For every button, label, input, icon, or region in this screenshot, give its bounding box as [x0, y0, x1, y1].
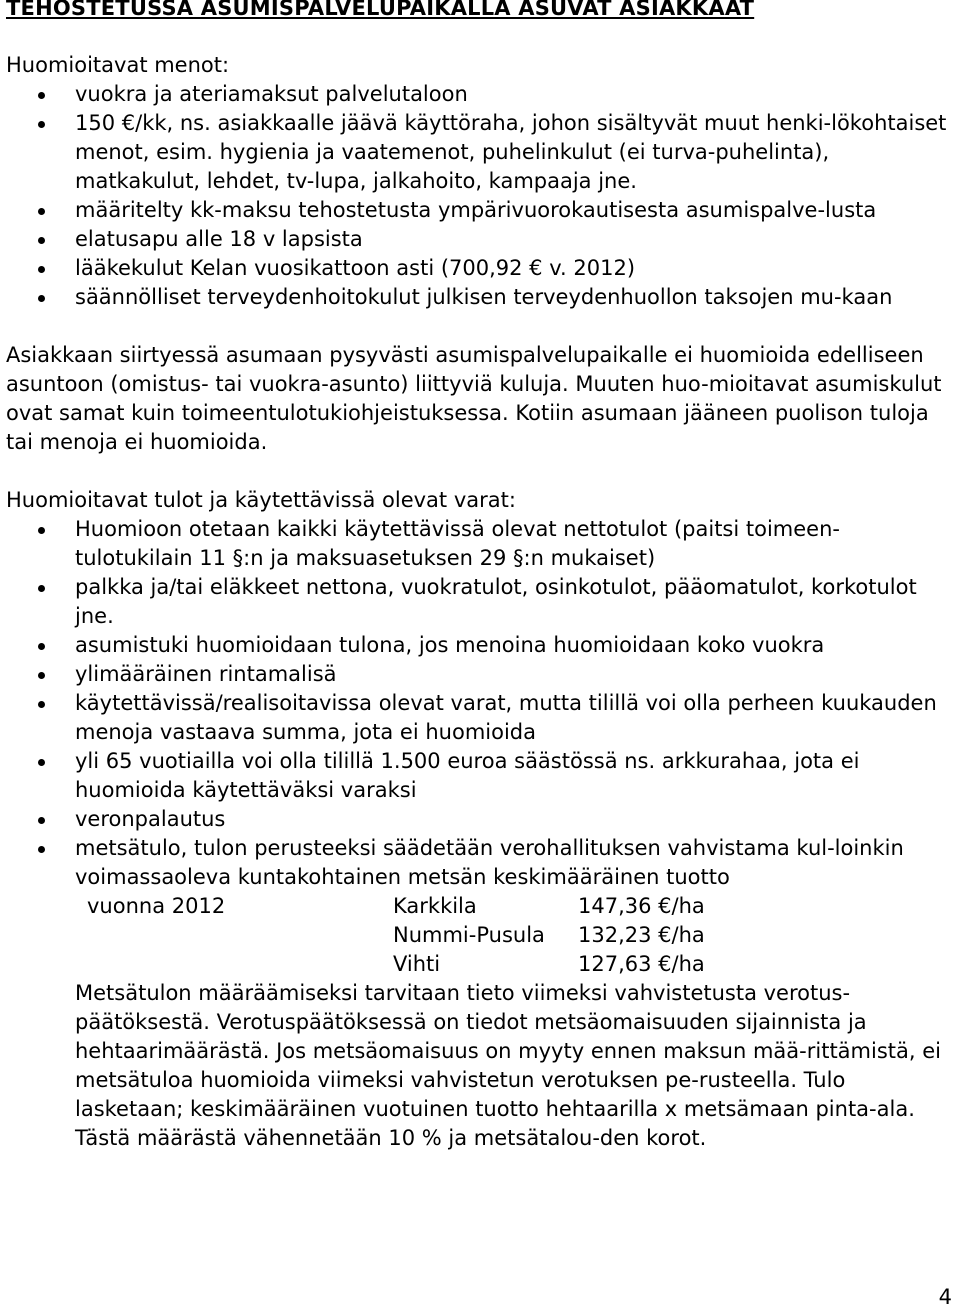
forest-row: [75, 921, 954, 950]
forest-value: 132,23 €/ha: [578, 923, 705, 947]
bullet-icon: [38, 643, 45, 650]
list-item-text: määritelty kk-maksu tehostetusta ympärivuorokautisesta asumispalve-lusta: [75, 198, 877, 222]
bullet-icon: [38, 701, 45, 708]
bullet-icon: [38, 121, 45, 128]
bullet-icon: [38, 237, 45, 244]
forest-yield-table: [75, 892, 954, 979]
bullet-icon: [38, 672, 45, 679]
forest-value: 127,63 €/ha: [578, 952, 705, 976]
list-item-text: säännölliset terveydenhoitokulut julkisen terveydenhuollon taksojen mu-kaan: [75, 285, 893, 309]
list-item: [6, 109, 954, 196]
list-item: [6, 805, 954, 834]
tulot-list: [6, 515, 954, 892]
bullet-icon: [38, 266, 45, 273]
list-item: [6, 573, 954, 631]
list-item-text: vuokra ja ateriamaksut palvelutaloon: [75, 82, 468, 106]
document-page: [6, 0, 954, 1153]
bullet-icon: [38, 92, 45, 99]
bullet-icon: [38, 295, 45, 302]
list-item: [6, 747, 954, 805]
list-item-text: Huomioon otetaan kaikki käytettävissä olevat nettotulot (paitsi toimeen-tulotukilain 11 §:n ja maksuasetuksen 29 §:n mukaiset): [75, 517, 840, 570]
list-item-text: metsätulo, tulon perusteeksi säädetään verohallituksen vahvistama kul-loinkin voimassaoleva kuntakohtainen metsän keskimääräinen tuotto: [75, 836, 904, 889]
menot-list: [6, 80, 954, 312]
forest-municipality: Vihti: [393, 952, 441, 976]
list-item-text: yli 65 vuotiailla voi olla tilillä 1.500 euroa säästössä ns. arkkurahaa, jota ei huomioida käytettäväksi varaksi: [75, 749, 860, 802]
list-item: [6, 196, 954, 225]
page-number: 4: [938, 1285, 952, 1309]
forest-row: [75, 950, 954, 979]
tulot-heading: Huomioitavat tulot ja käytettävissä olevat varat:: [6, 488, 516, 512]
menot-heading: Huomioitavat menot:: [6, 53, 230, 77]
list-item: [6, 225, 954, 254]
list-item-text: käytettävissä/realisoitavissa olevat varat, mutta tilillä voi olla perheen kuukauden menoja vastaava summa, jota ei huomioida: [75, 691, 937, 744]
forest-municipality: Nummi-Pusula: [393, 923, 545, 947]
list-item: [6, 631, 954, 660]
bullet-icon: [38, 846, 45, 853]
bullet-icon: [38, 759, 45, 766]
forest-row: [75, 892, 954, 921]
list-item-text: veronpalautus: [75, 807, 226, 831]
bullet-icon: [38, 527, 45, 534]
housing-paragraph: Asiakkaan siirtyessä asumaan pysyvästi asumispalvelupaikalle ei huomioida edelliseen asuntoon (omistus- tai vuokra-asunto) liittyviä kuluja. Muuten huo-mioitavat asumiskulut ovat samat kuin toimeentulotukiohjeistuksessa. Kotiin asumaan jääneen puolison tuloja tai menoja ei huomioida.: [6, 343, 942, 454]
bullet-icon: [38, 585, 45, 592]
list-item: [6, 80, 954, 109]
forest-municipality: Karkkila: [393, 894, 477, 918]
list-item-text: 150 €/kk, ns. asiakkaalle jäävä käyttöraha, johon sisältyvät muut henki-lökohtaiset menot, esim. hygienia ja vaatemenot, puhelinkulut (ei turva-puhelinta), matkakulut, lehdet, tv-lupa, jalkahoito, kampaaja jne.: [75, 111, 947, 193]
bullet-icon: [38, 208, 45, 215]
list-item: [6, 515, 954, 573]
bullet-icon: [38, 817, 45, 824]
list-item-text: ylimääräinen rintamalisä: [75, 662, 337, 686]
list-item-text: palkka ja/tai eläkkeet nettona, vuokratulot, osinkotulot, pääomatulot, korkotulot jne.: [75, 575, 917, 628]
list-item: [6, 689, 954, 747]
list-item: [6, 283, 954, 312]
list-item-text: asumistuki huomioidaan tulona, jos menoina huomioidaan koko vuokra: [75, 633, 825, 657]
list-item: [6, 254, 954, 283]
list-item-text: elatusapu alle 18 v lapsista: [75, 227, 363, 251]
forest-value: 147,36 €/ha: [578, 894, 705, 918]
list-item-text: lääkekulut Kelan vuosikattoon asti (700,92 € v. 2012): [75, 256, 636, 280]
list-item: [6, 834, 954, 892]
page-title: TEHOSTETUSSA ASUMISPALVELUPAIKALLA ASUVAT ASIAKKAAT: [6, 0, 755, 20]
forest-note-paragraph: Metsätulon määräämiseksi tarvitaan tieto viimeksi vahvistetusta verotus-päätöksestä. Verotuspäätöksessä on tiedot metsäomaisuuden sijainnista ja hehtaarimäärästä. Jos metsäomaisuus on myyty ennen maksun mää-rittämistä, ei metsätuloa huomioida viimeksi vahvistetun verotuksen pe-rusteella. Tulo lasketaan; keskimääräinen vuotuinen tuotto hehtaarilla x metsämaan pinta-ala. Tästä määrästä vähennetään 10 % ja metsätalou-den korot.: [75, 981, 941, 1150]
forest-year-label: vuonna 2012: [87, 894, 226, 918]
list-item: [6, 660, 954, 689]
